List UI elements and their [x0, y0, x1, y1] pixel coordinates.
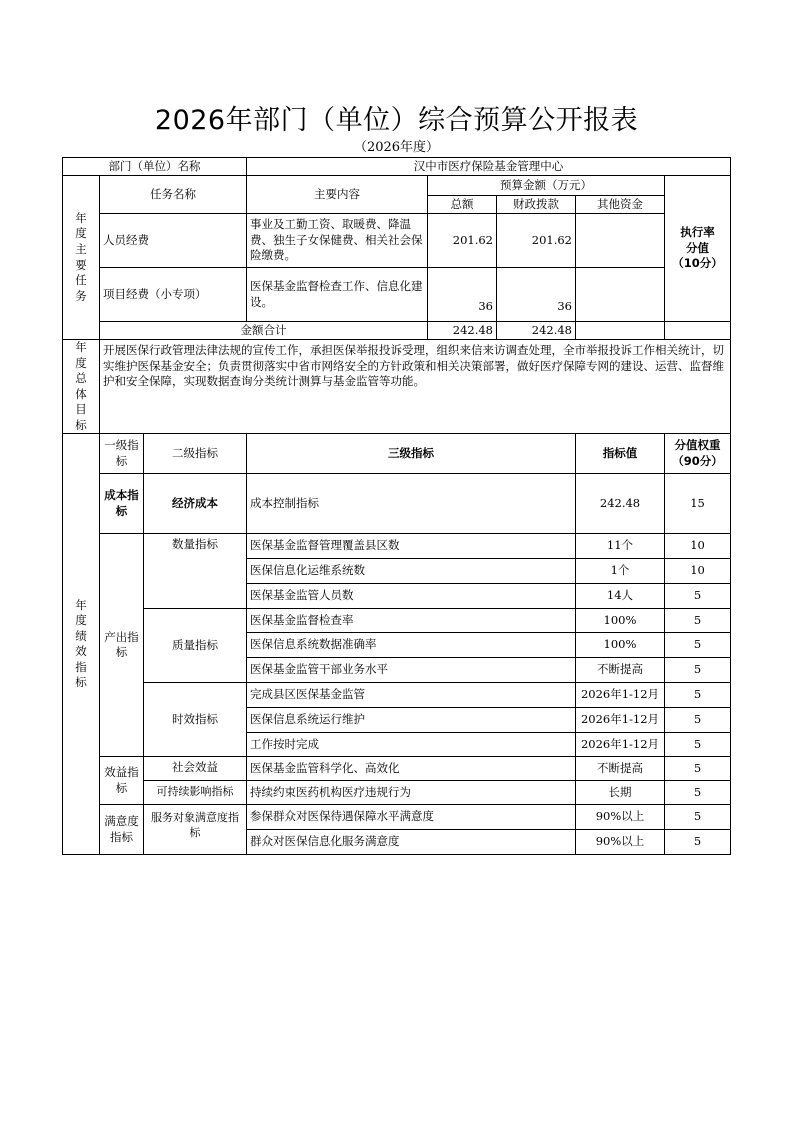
cost-l2: 经济成本 — [144, 474, 247, 534]
exec-rate-header: 执行率 分值 （10分） — [665, 176, 731, 322]
dept-label: 部门（单位）名称 — [63, 158, 247, 176]
output-l1: 产出指标 — [100, 534, 144, 757]
output-l2: 时效指标 — [144, 683, 247, 757]
indicator-weight: 5 — [665, 757, 731, 781]
indicator-l3: 群众对医保信息化服务满意度 — [247, 830, 576, 855]
dept-row — [63, 158, 731, 176]
output-l2: 数量指标 — [144, 534, 247, 609]
task-row — [63, 214, 731, 268]
indicator-row — [63, 683, 731, 708]
l1-header: 一级指标 — [100, 434, 144, 474]
perf-header-row — [63, 434, 731, 474]
indicator-weight: 5 — [665, 584, 731, 609]
satisfaction-l2: 服务对象满意度指标 — [144, 805, 247, 855]
indicator-value: 2026年1-12月 — [576, 733, 665, 757]
indicator-weight: 5 — [665, 708, 731, 733]
report-year: （2026年度） — [353, 140, 440, 155]
indicator-row — [63, 805, 731, 830]
benefit-l1: 效益指标 — [100, 757, 144, 805]
indicator-l3: 医保信息化运维系统数 — [247, 559, 576, 584]
indicator-value: 1个 — [576, 559, 665, 584]
indicator-l3: 医保基金监管科学化、高效化 — [247, 757, 576, 781]
task-content: 事业及工勤工资、取暖费、降温费、独生子女保健费、相关社会保险缴费。 — [247, 214, 428, 268]
indicator-weight: 5 — [665, 830, 731, 855]
task-row — [63, 268, 731, 322]
total-header: 总额 — [428, 196, 497, 214]
task-total: 36 — [428, 268, 497, 322]
indicator-value: 2026年1-12月 — [576, 683, 665, 708]
task-other — [576, 268, 665, 322]
cost-l3: 成本控制指标 — [247, 474, 576, 534]
indicator-value: 不断提高 — [576, 658, 665, 683]
output-l2: 质量指标 — [144, 609, 247, 683]
indicator-value: 90%以上 — [576, 805, 665, 830]
benefit-l2: 可持续影响指标 — [144, 781, 247, 805]
indicator-row — [63, 781, 731, 805]
indicator-value: 100% — [576, 609, 665, 633]
indicator-weight: 5 — [665, 658, 731, 683]
indicator-value: 14人 — [576, 584, 665, 609]
page-title: 2026年部门（单位）综合预算公开报表 — [154, 105, 639, 136]
weight-header: 分值权重（90分） — [665, 434, 731, 474]
sum-fiscal: 242.48 — [497, 322, 576, 340]
indicator-weight: 5 — [665, 633, 731, 658]
task-content-header: 主要内容 — [247, 176, 428, 214]
l2-header: 二级指标 — [144, 434, 247, 474]
indicator-l3: 医保基金监管干部业务水平 — [247, 658, 576, 683]
value-header: 指标值 — [576, 434, 665, 474]
indicator-row — [63, 534, 731, 559]
indicator-value: 90%以上 — [576, 830, 665, 855]
indicator-value: 2026年1-12月 — [576, 708, 665, 733]
task-name-header: 任务名称 — [100, 176, 247, 214]
indicator-value: 长期 — [576, 781, 665, 805]
indicator-weight: 10 — [665, 559, 731, 584]
task-fiscal: 36 — [497, 268, 576, 322]
indicator-l3: 工作按时完成 — [247, 733, 576, 757]
goal-row — [63, 340, 731, 434]
indicator-l3: 医保信息系统数据准确率 — [247, 633, 576, 658]
sum-label: 金额合计 — [100, 322, 428, 340]
task-fiscal: 201.62 — [497, 214, 576, 268]
fiscal-header: 财政拨款 — [497, 196, 576, 214]
indicator-l3: 医保信息系统运行维护 — [247, 708, 576, 733]
other-header: 其他资金 — [576, 196, 665, 214]
tasks-side-label: 年 度 主 要 任 务 — [63, 176, 100, 340]
sum-other — [576, 322, 665, 340]
indicator-weight: 5 — [665, 683, 731, 708]
budget-header: 预算金额（万元） — [428, 176, 665, 196]
sum-total: 242.48 — [428, 322, 497, 340]
task-name: 人员经费 — [100, 214, 247, 268]
goal-side-label: 年 度 总 体 目 标 — [63, 340, 100, 434]
indicator-l3: 医保基金监管人员数 — [247, 584, 576, 609]
benefit-l2: 社会效益 — [144, 757, 247, 781]
indicator-value: 11个 — [576, 534, 665, 559]
cost-value: 242.48 — [576, 474, 665, 534]
indicator-weight: 10 — [665, 534, 731, 559]
dept-value: 汉中市医疗保险基金管理中心 — [247, 158, 731, 176]
indicator-weight: 5 — [665, 781, 731, 805]
l3-header: 三级指标 — [247, 434, 576, 474]
indicator-l3: 持续约束医药机构医疗违规行为 — [247, 781, 576, 805]
cost-weight: 15 — [665, 474, 731, 534]
indicator-l3: 医保基金监督检查率 — [247, 609, 576, 633]
indicator-weight: 5 — [665, 805, 731, 830]
indicator-weight: 5 — [665, 609, 731, 633]
satisfaction-l1: 满意度指标 — [100, 805, 144, 855]
indicator-value: 100% — [576, 633, 665, 658]
task-name: 项目经费（小专项） — [100, 268, 247, 322]
perf-side-label: 年 度 绩 效 指 标 — [63, 434, 100, 855]
budget-table — [62, 157, 731, 855]
indicator-value: 不断提高 — [576, 757, 665, 781]
task-content: 医保基金监督检查工作、信息化建设。 — [247, 268, 428, 322]
tasks-header-row — [63, 176, 731, 196]
task-total: 201.62 — [428, 214, 497, 268]
indicator-row — [63, 609, 731, 633]
indicator-l3: 参保群众对医保待遇保障水平满意度 — [247, 805, 576, 830]
indicator-l3: 医保基金监督管理覆盖县区数 — [247, 534, 576, 559]
indicator-l3: 完成县区医保基金监管 — [247, 683, 576, 708]
indicator-row — [63, 757, 731, 781]
sum-row — [63, 322, 731, 340]
cost-row — [63, 474, 731, 534]
goal-text: 开展医保行政管理法律法规的宣传工作，承担医保举报投诉受理，组织来信来访调查处理，全市举报投诉工作相关统计，切实维护医保基金安全；负责贯彻落实中省市网络安全的方针政策和相关决策部署，做好医疗保障专网的建设、运营、监督维护和安全保障，实现数据查询分类统计测算与基金监管等功能。 — [100, 340, 731, 434]
sum-exec-empty — [665, 322, 731, 340]
indicator-weight: 5 — [665, 733, 731, 757]
task-other — [576, 214, 665, 268]
cost-l1: 成本指标 — [100, 474, 144, 534]
